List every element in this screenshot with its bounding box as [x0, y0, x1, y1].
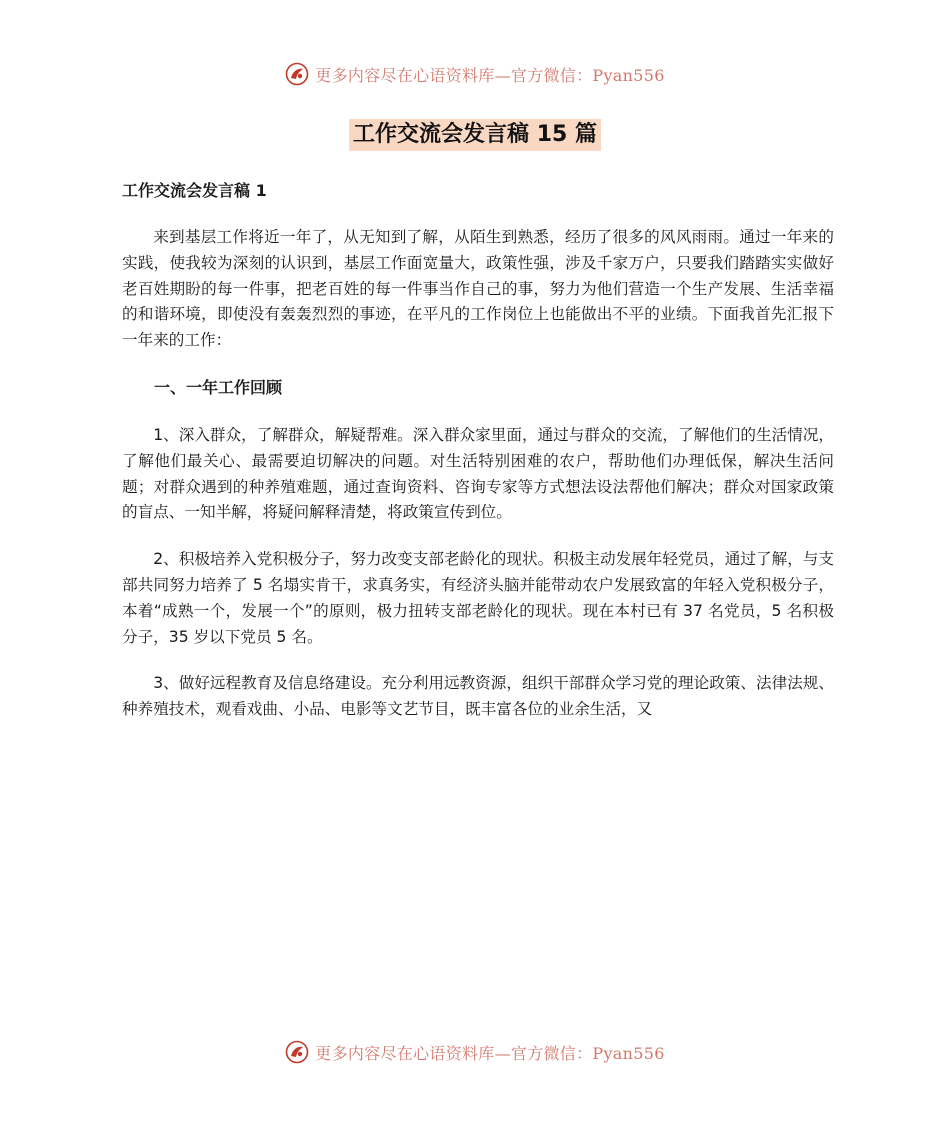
- header-watermark-text: 更多内容尽在心语资料库—官方微信：Pyan556: [315, 65, 665, 85]
- paragraph-3: 3、做好远程教育及信息络建设。充分利用远教资源，组织干部群众学习党的理论政策、法律法规、种养殖技术，观看戏曲、小品、电影等文艺节目，既丰富各位的业余生活，又: [122, 674, 834, 719]
- intro-paragraph: 来到基层工作将近一年了，从无知到了解，从陌生到熟悉，经历了很多的风风雨雨。通过一年来的实践，使我较为深刻的认识到，基层工作面宽量大，政策性强，涉及千家万户，只要我们踏踏实实做好老百姓期盼的每一件事，把老百姓的每一件事当作自己的事，努力为他们营造一个生产发展、生活幸福的和谐环境，即使没有轰轰烈烈的事迹，在平凡的工作岗位上也能做出不平的业绩。下面我首先汇报下一年来的工作：: [122, 228, 834, 350]
- brand-logo-icon: [285, 62, 309, 86]
- brand-logo-icon: [285, 1040, 309, 1064]
- document-subheading: 工作交流会发言稿 1: [122, 181, 267, 200]
- footer-watermark-text: 更多内容尽在心语资料库—官方微信：Pyan556: [315, 1043, 665, 1063]
- document-body: [122, 178, 834, 744]
- document-title-text: 工作交流会发言稿 15 篇: [349, 119, 601, 151]
- section-heading: 一、一年工作回顾: [154, 377, 283, 397]
- paragraph-1: 1、深入群众，了解群众，解疑帮难。深入群众家里面，通过与群众的交流，了解他们的生活情况，了解他们最关心、最需要迫切解决的问题。对生活特别困难的农户，帮助他们办理低保，解决生活问题；对群众遇到的种养殖难题，通过查询资料、咨询专家等方式想法设法帮他们解决；群众对国家政策的盲点、一知半解，将疑问解释清楚，将政策宣传到位。: [122, 425, 834, 522]
- footer-watermark: [0, 1040, 950, 1064]
- document-title: [0, 119, 950, 151]
- paragraph-2: 2、积极培养入党积极分子，努力改变支部老龄化的现状。积极主动发展年轻党员，通过了解，与支部共同努力培养了 5 名塌实肯干，求真务实，有经济头脑并能带动农户发展致富的年轻入党积极分子，本着“成熟一个，发展一个”的原则，极力扭转支部老龄化的现状。现在本村已有 37 名党员，5 名积极分子，35 岁以下党员 5 名。: [122, 550, 834, 646]
- header-watermark: [0, 62, 950, 86]
